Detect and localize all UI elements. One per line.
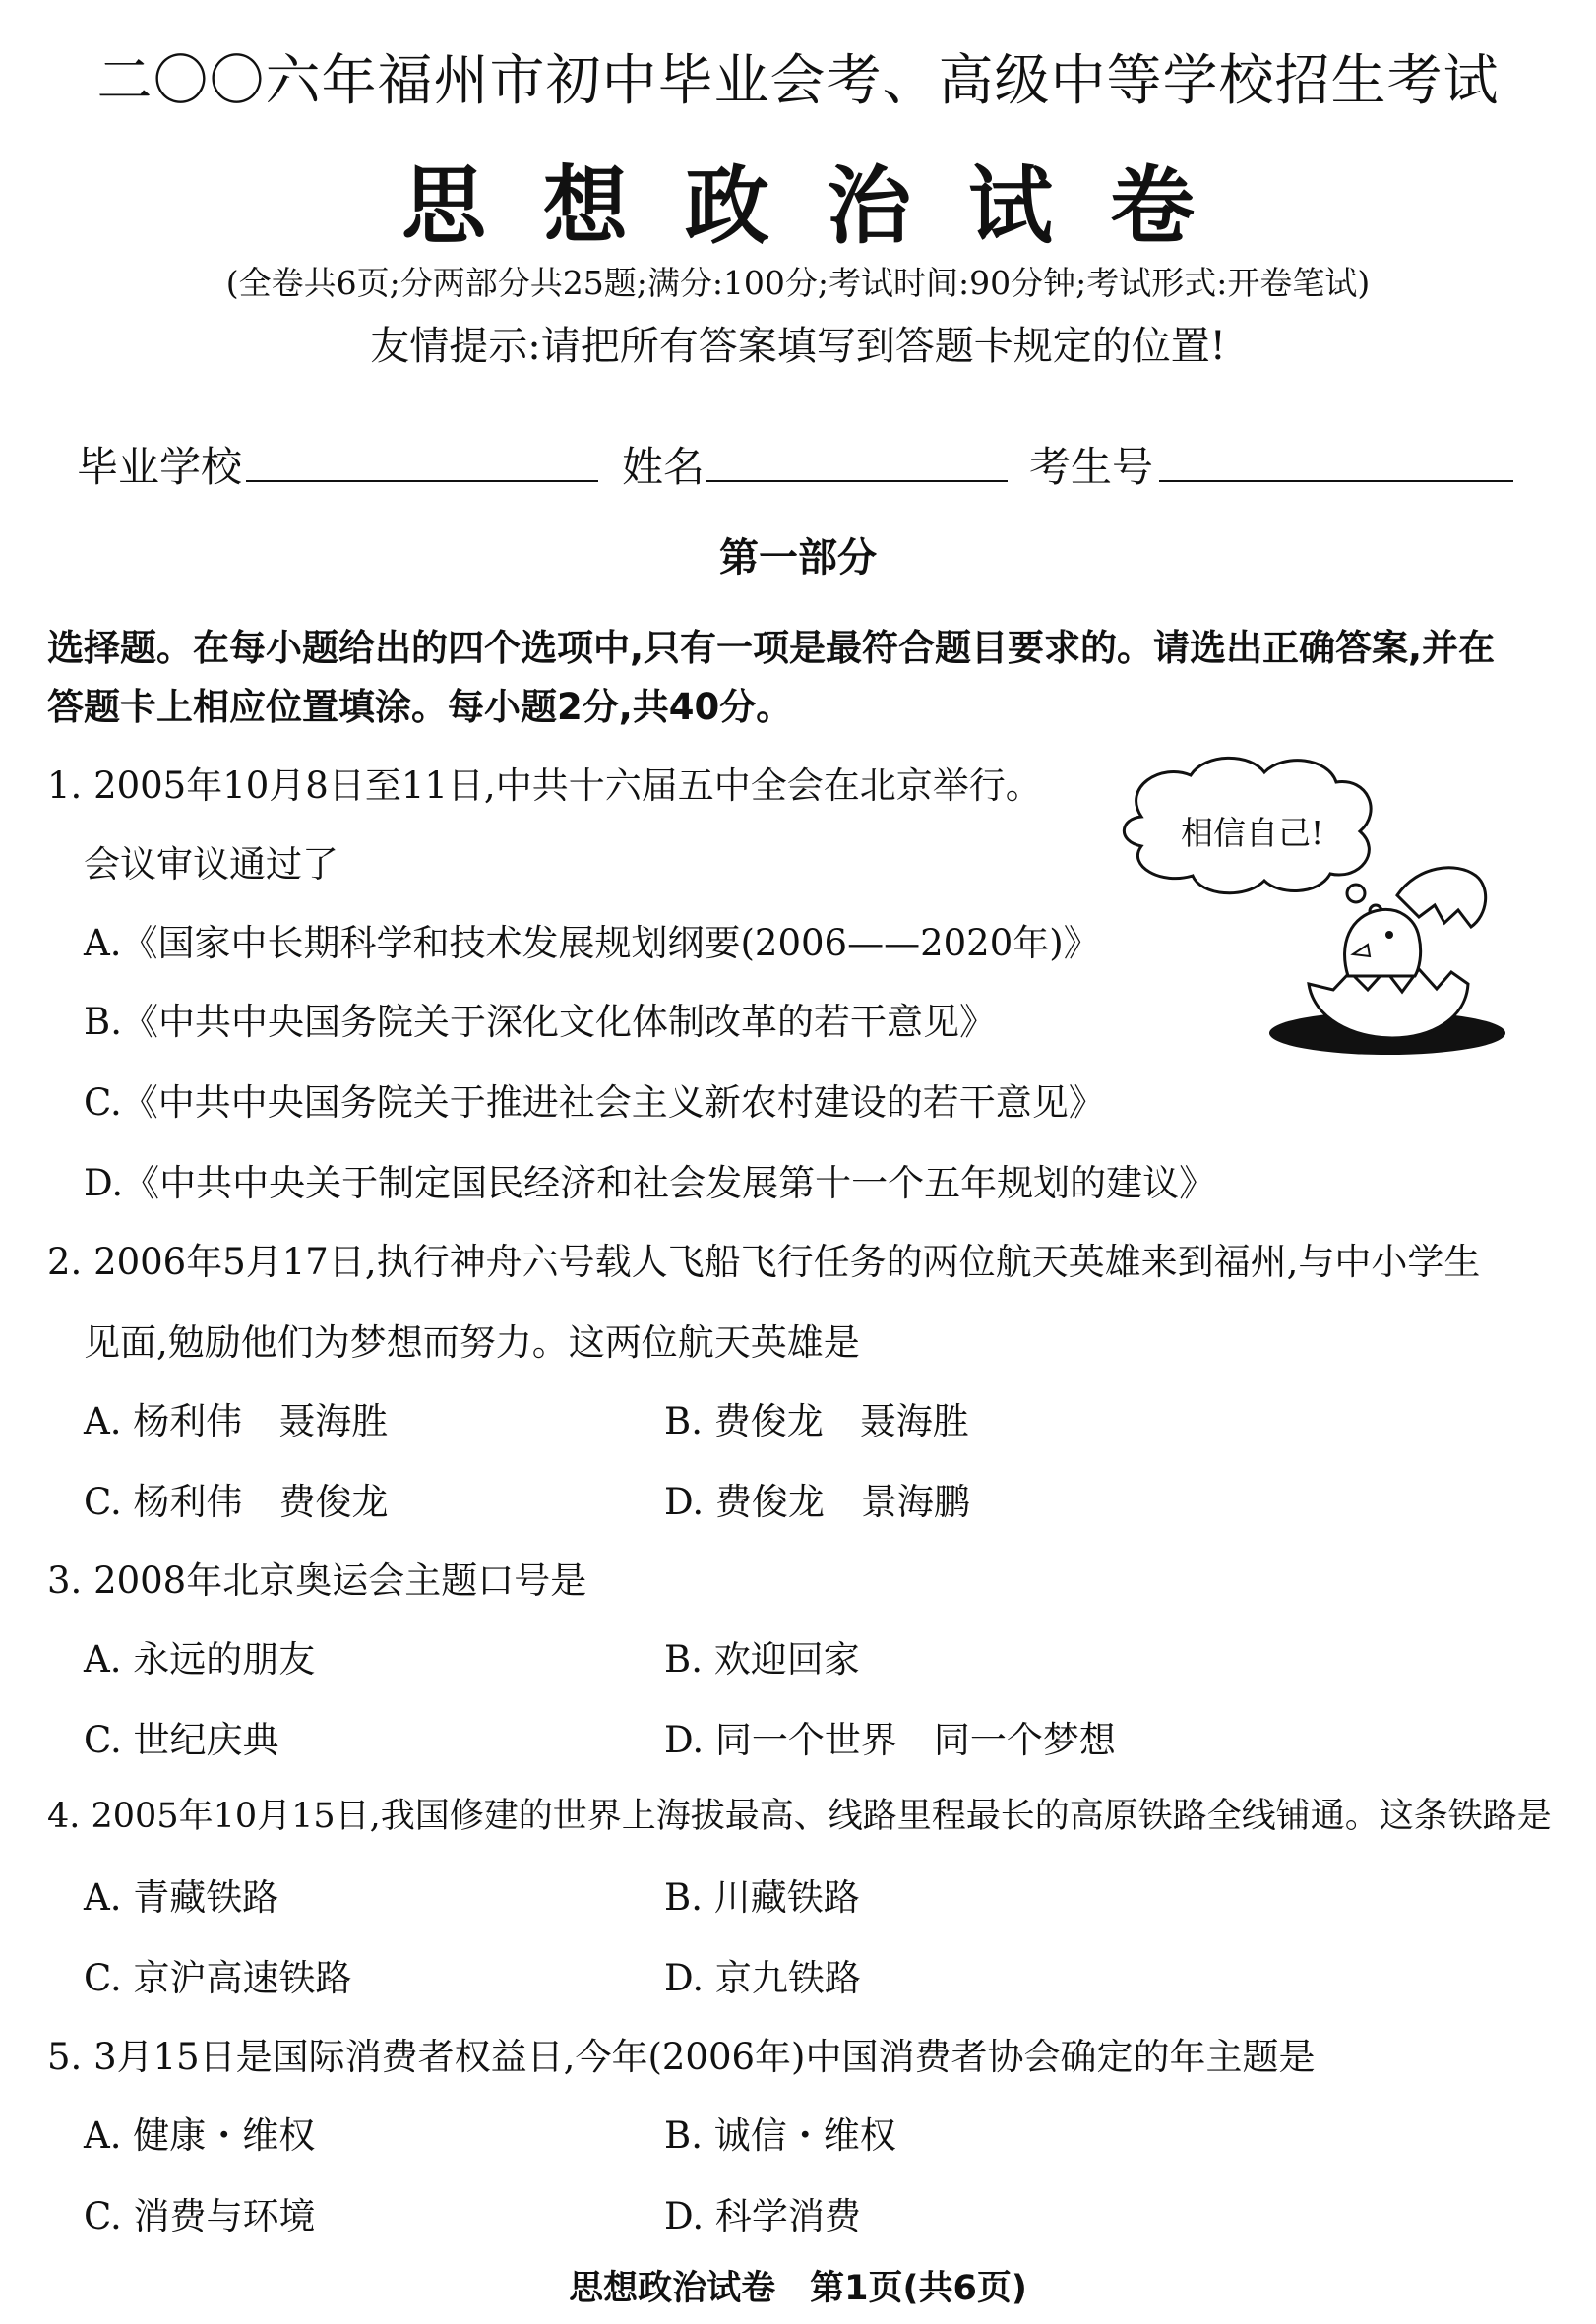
question-1-line1: 1. 2005年10月8日至11日,中共十六届五中全会在北京举行。 (47, 764, 1042, 807)
section-title: 第一部分 (719, 534, 877, 581)
question-5-option-d[interactable]: D. 科学消费 (664, 2195, 861, 2237)
question-2-option-c[interactable]: C. 杨利伟 费俊龙 (84, 1481, 389, 1523)
question-5-option-a[interactable]: A. 健康・维权 (84, 2114, 316, 2157)
question-5-option-c[interactable]: C. 消费与环境 (84, 2195, 316, 2237)
friendly-tip: 友情提示:请把所有答案填写到答题卡规定的位置! (370, 324, 1226, 369)
page-footer: 思想政治试卷 第1页(共6页) (569, 2269, 1027, 2308)
school-label: 毕业学校 (77, 443, 243, 491)
question-1-line2: 会议审议通过了 (84, 843, 338, 886)
question-4-option-c[interactable]: C. 京沪高速铁路 (84, 1957, 352, 1999)
chick-eye (1385, 931, 1393, 939)
name-label: 姓名 (622, 443, 706, 491)
question-3-option-c[interactable]: C. 世纪庆典 (84, 1719, 279, 1761)
question-3-option-a[interactable]: A. 永远的朋友 (84, 1638, 316, 1681)
exam-title-line1: 二〇〇六年福州市初中毕业会考、高级中等学校招生考试 (96, 49, 1500, 113)
question-1-option-d[interactable]: D.《中共中央关于制定国民经济和社会发展第十一个五年规划的建议》 (84, 1162, 1216, 1204)
chick-in-egg (1269, 868, 1505, 1055)
chick-cartoon-illustration (1102, 748, 1545, 1063)
name-field[interactable] (706, 439, 1008, 482)
chick-body (1345, 909, 1421, 976)
question-2-option-d[interactable]: D. 费俊龙 景海鹏 (664, 1481, 970, 1523)
question-3-line1: 3. 2008年北京奥运会主题口号是 (47, 1560, 587, 1602)
question-5-option-b[interactable]: B. 诚信・维权 (664, 2114, 896, 2157)
question-1-option-b[interactable]: B.《中共中央国务院关于深化文化体制改革的若干意见》 (84, 1001, 996, 1043)
question-5-line1: 5. 3月15日是国际消费者权益日,今年(2006年)中国消费者协会确定的年主题是 (47, 2036, 1316, 2078)
school-field[interactable] (246, 439, 598, 482)
question-1-option-c[interactable]: C.《中共中央国务院关于推进社会主义新农村建设的若干意见》 (84, 1081, 1105, 1124)
question-3-option-d[interactable]: D. 同一个世界 同一个梦想 (664, 1719, 1116, 1761)
question-3-option-b[interactable]: B. 欢迎回家 (664, 1638, 860, 1681)
exam-id-field[interactable] (1159, 439, 1513, 482)
question-4-option-a[interactable]: A. 青藏铁路 (84, 1876, 279, 1919)
question-1-option-a[interactable]: A.《国家中长期科学和技术发展规划纲要(2006——2020年)》 (84, 922, 1100, 964)
bubble-text: 相信自己! (1181, 814, 1324, 852)
question-2-line1: 2. 2006年5月17日,执行神舟六号载人飞船飞行任务的两位航天英雄来到福州,与中小学生 (47, 1241, 1481, 1283)
question-4-line1: 4. 2005年10月15日,我国修建的世界上海拔最高、线路里程最长的高原铁路全线铺通。这条铁路是 (47, 1797, 1552, 1836)
exam-info: (全卷共6页;分两部分共25题;满分:100分;考试时间:90分钟;考试形式:开卷笔试) (225, 264, 1371, 302)
exam-title-subject: 思想政治试卷 (401, 156, 1252, 256)
question-2-option-a[interactable]: A. 杨利伟 聂海胜 (84, 1400, 389, 1442)
question-2-option-b[interactable]: B. 费俊龙 聂海胜 (664, 1400, 969, 1442)
question-4-option-d[interactable]: D. 京九铁路 (664, 1957, 861, 1999)
instruction-line1: 选择题。在每小题给出的四个选项中,只有一项是最符合题目要求的。请选出正确答案,并在 (47, 627, 1496, 669)
instruction-line2: 答题卡上相应位置填涂。每小题2分,共40分。 (47, 686, 793, 728)
question-4-option-b[interactable]: B. 川藏铁路 (664, 1876, 860, 1919)
exam-id-label: 考生号 (1029, 443, 1154, 491)
question-2-line2: 见面,勉励他们为梦想而努力。这两位航天英雄是 (84, 1321, 860, 1364)
